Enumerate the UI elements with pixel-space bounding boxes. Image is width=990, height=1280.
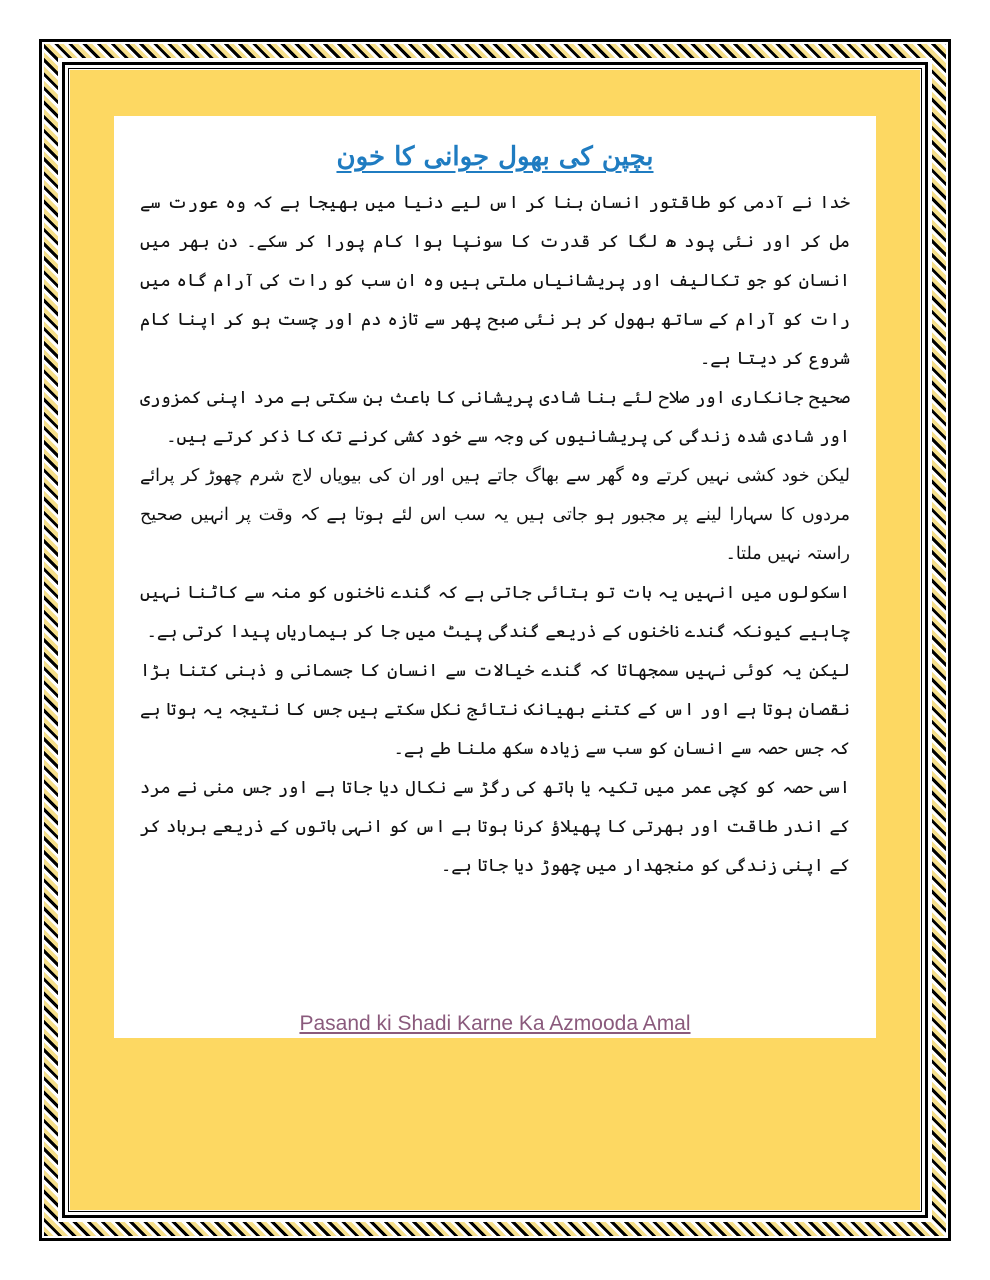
paragraph-3: لیکن خود کشی نہیں کرتے وہ گھر سے بھاگ جاتے ہیں اور ان کی بیویاں لاج شرم چھوڑ کر پرائے مردوں کا سہارا لینے پر مجبور ہو جاتی ہیں یہ سب اس لئے ہوتا ہے کہ وقت پر انہیں صحیح راستہ نہیں ملتا۔ bbox=[140, 466, 850, 564]
article-body bbox=[114, 116, 876, 1038]
paragraph-5: لیکن یہ کوئی نہیں سمجھاتا کہ گندے خیالات سے انسان کا جسمانی و ذہنی کتنا بڑا نقصان ہوتا ہے اور اس کے کتنے بھیانک نتائج نکل سکتے ہیں جس کا نتیجہ یہ ہوتا ہے کہ جس حصہ سے انسان کو سب سے زیادہ سکھ ملنا طے ہے۔ bbox=[140, 661, 850, 759]
footer-link-row bbox=[0, 1012, 990, 1036]
paragraph-6: اسی حصہ کو کچی عمر میں تکیہ یا ہاتھ کی رگڑ سے نکال دیا جاتا ہے اور جس منی نے مرد کے اندر طاقت اور بھرتی کا پھیلاؤ کرنا ہوتا ہے اس کو انہی باتوں کے ذریعے برباد کر کے اپنی زندگی کو منجھدار میں چھوڑ دیا جاتا ہے۔ bbox=[140, 778, 850, 876]
article-title: بچپن کی بھول جوانی کا خون bbox=[336, 142, 654, 172]
footer-link[interactable]: Pasand ki Shadi Karne Ka Azmooda Amal bbox=[299, 1012, 691, 1035]
paragraph-2: صحیح جانکاری اور صلاح لئے بنا شادی پریشانی کا باعث بن سکتی ہے مرد اپنی کمزوری اور شادی شدہ زندگی کی پریشانیوں کی وجہ سے خود کشی کرنے تک کا ذکر کرتے ہیں۔ bbox=[140, 388, 850, 447]
paragraph-4: اسکولوں میں انہیں یہ بات تو بتائی جاتی ہے کہ گندے ناخنوں کو منہ سے کاٹنا نہیں چاہیے کیونکہ گندے ناخنوں کے ذریعے گندگی پیٹ میں جا کر بیماریاں پیدا کرتی ہے۔ bbox=[140, 583, 850, 642]
paragraph-1: خدا نے آدمی کو طاقتور انسان بنا کر اس لیے دنیا میں بھیجا ہے کہ وہ عورت سے مل کر اور نئی پود ھ لگا کر قدرت کا سونپا ہوا کام پورا کر سکے۔ دن بھر میں انسان کو جو تکالیف اور پریشانیاں ملتی ہیں وہ ان سب کو رات کی آرام گاہ میں رات کو آرام کے ساتھ بھول کر ہر نئی صبح پھر سے تازہ دم اور چست ہو کر اپنا کام شروع کر دیتا ہے۔ bbox=[140, 193, 850, 369]
